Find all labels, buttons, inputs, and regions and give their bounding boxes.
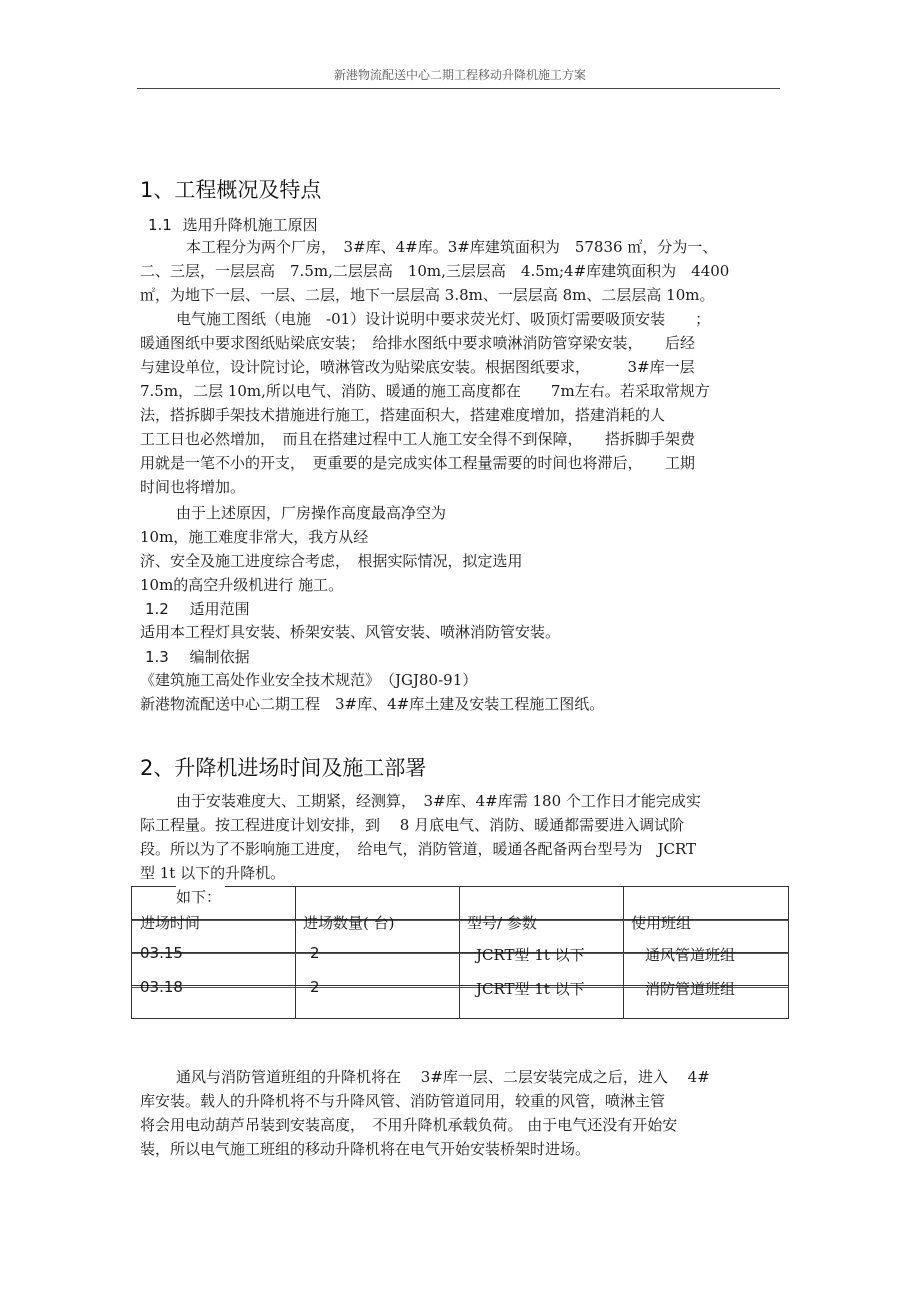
paragraph-line: 济、安全及施工进度综合考虑， 根据实际情况，拟定选用 [140,552,523,570]
subsection-1-1-number: 1.1 [148,216,172,234]
paragraph-line: 由于上述原因，厂房操作高度最高净空为 [176,504,447,522]
table-cell-quantity: 2 [310,978,320,996]
paragraph-schedule [140,789,701,885]
subsection-1-3-number: 1.3 [145,648,169,666]
paragraph-line: 段。所以为了不影响施工进度， 给电气，消防管道，暖通各配备两台型号为 JCRT [140,840,697,858]
paragraph-line: 10m的高空升级机进行 施工。 [140,576,344,594]
table-cell-date: 03.18 [140,978,183,996]
paragraph-line: 库安装。载人的升降机将不与升降风管、消防管道同用，较重的风管，喷淋主管 [140,1092,666,1110]
paragraph-line: 装，所以电气施工班组的移动升降机将在电气开始安装桥架时进场。 [140,1140,591,1158]
scope-text: 适用本工程灯具安装、桥架安装、风管安装、喷淋消防管安装。 [140,623,561,641]
table-cell-team: 通风管道班组 [645,946,736,964]
subsection-1-2-title: 适用范围 [189,600,250,618]
paragraph-line: 通风与消防管道班组的升降机将在 3#库一层、二层安装完成之后，进入 4# [176,1068,710,1086]
paragraph-line: 将会用电动葫芦吊装到安装高度， 不用升降机承载负荷。 由于电气还没有开始安 [140,1116,678,1134]
subsection-1-3-heading [145,646,250,667]
paragraph-deployment [140,1065,710,1161]
paragraph-line: 暖通图纸中要求图纸贴梁底安装； 给排水图纸中要求喷淋消防管穿梁安装， 后经 [140,334,696,352]
header-rule [137,88,780,89]
paragraph-line: 型 1t 以下的升降机。 [140,864,286,882]
table-cell-team: 消防管道班组 [645,980,736,998]
table-intro: 如下： [176,886,225,907]
subsection-1-1-title: 选用升降机施工原因 [182,216,318,234]
table-cell-quantity: 2 [310,944,320,962]
paragraph-line: 法，搭拆脚手架技术措施进行施工，搭建面积大，搭建难度增加，搭建消耗的人 [140,406,666,424]
table-cell-model: JCRT型 1t 以下 [476,980,585,998]
table-header-model: 型号/ 参数 [467,914,537,932]
table-cell-model: JCRT型 1t 以下 [476,946,585,964]
subsection-1-3-title: 编制依据 [189,648,250,666]
paragraph-design-requirements [140,307,710,499]
table-cell-date: 03.15 [140,944,183,962]
table-header-quantity: 进场数量( 台) [303,914,395,932]
table-cell [296,953,460,986]
paragraph-line: 10m，施工难度非常大，我方从经 [140,528,369,546]
paragraph-line: 时间也将增加。 [140,478,246,496]
paragraph-line: 7.5m，二层 10m,所以电气、消防、暖通的施工高度都在 7m左右。若采取常规方 [140,382,710,400]
table-cell [296,986,460,1019]
paragraph-line: 用就是一笔不小的开支， 更重要的是完成实体工程量需要的时间也将滞后， 工期 [140,454,696,472]
paragraph-line: 与建设单位，设计院讨论，喷淋管改为贴梁底安装。根据图纸要求， 3#库一层 [140,358,695,376]
paragraph-line: 工工日也必然增加， 而且在搭建过程中工人施工安全得不到保障， 搭拆脚手架费 [140,430,696,448]
paragraph-decision [140,501,523,597]
paragraph-line: 本工程分为两个厂房， 3#库、4#库。3#库建筑面积为 57836 ㎡，分为一、 [186,238,718,256]
paragraph-line: 二、三层，一层层高 7.5m,二层层高 10m,三层层高 4.5m;4#库建筑面积为 4400 [140,262,730,280]
table-header-team: 使用班组 [631,914,692,932]
subsection-1-2-heading [145,598,250,619]
paragraph-line: 电气施工图纸（电施 -01）设计说明中要求荧光灯、吸顶灯需要吸顶安装 ； [176,310,711,328]
paragraph-line: 由于安装难度大、工期紧，经测算， 3#库、4#库需 180 个工作日才能完成实 [176,792,701,810]
paragraph-project-overview [140,235,729,307]
page-header: 新港物流配送中心二期工程移动升降机施工方案 [333,68,586,82]
table-header-date: 进场时间 [140,914,201,932]
subsection-1-1-heading [148,214,318,235]
section-1-title: 1、工程概况及特点 [140,178,322,202]
subsection-1-2-number: 1.2 [145,600,169,618]
basis-line-standard: 《建筑施工高处作业安全技术规范》 （JGJ80-91） [140,671,478,689]
paragraph-line: 际工程量。按工程进度计划安排，到 8 月底电气、消防、暖通都需要进入调试阶 [140,816,685,834]
basis-line-drawings: 新港物流配送中心二期工程 3#库、4#库土建及安装工程施工图纸。 [140,695,605,713]
section-2-title: 2、升降机进场时间及施工部署 [140,756,427,780]
paragraph-line: ㎡，为地下一层、一层、二层，地下一层层高 3.8m、一层层高 8m、二层层高 10m。 [140,286,715,304]
